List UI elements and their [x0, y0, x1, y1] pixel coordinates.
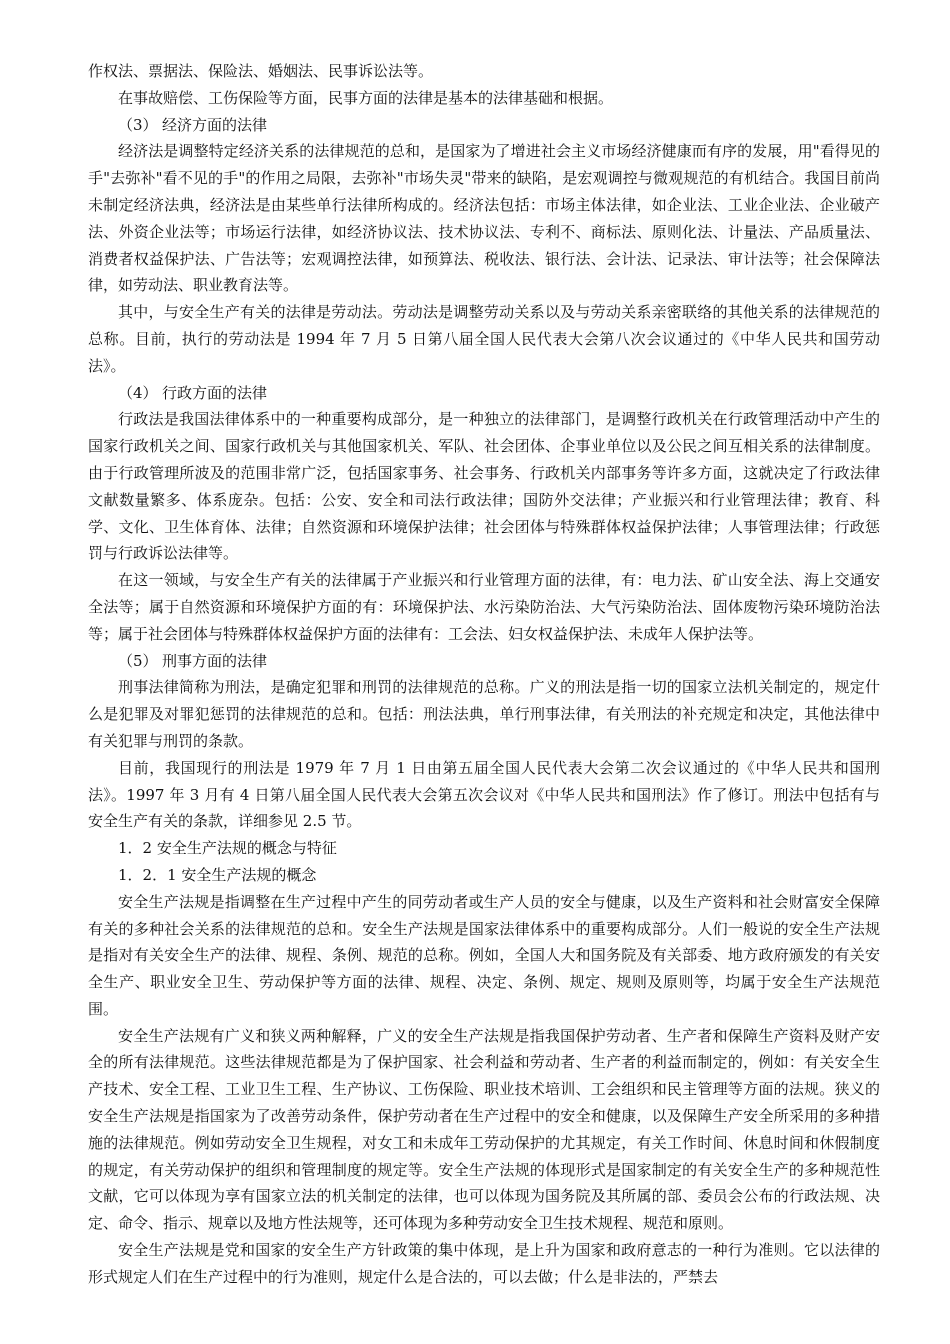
subheading-economic-law — [88, 112, 880, 139]
document-page — [88, 58, 880, 1291]
paragraph: 安全生产法规有广义和狭义两种解释，广义的安全生产法规是指我国保护劳动者、生产者和保障生产资料及财产安全的所有法律规范。这些法律规范都是为了保护国家、社会利益和劳动者、生产者的利益而制定的，例如：有关安全生产技术、安全工程、工业卫生工程、生产协议、工伤保险、职业技术培训、工会组织和民主管理等方面的法规。狭义的安全生产法规是指国家为了改善劳动条件，保护劳动者在生产过程中的安全和健康，以及保障生产安全所采用的多种措施的法律规范。例如劳动安全卫生规程，对女工和未成年工劳动保护的尤其规定，有关工作时间、休息时间和休假制度的规定，有关劳动保护的组织和管理制度的规定等。安全生产法规的体现形式是国家制定的有关安全生产的多种规范性文献，它可以体现为享有国家立法的机关制定的法律，也可以体现为国务院及其所属的部、委员会公布的行政法规、决定、命令、指示、规章以及地方性法规等，还可体现为多种劳动安全卫生技术规程、规范和原则。 — [88, 1026, 880, 1233]
subheading-number: （5） — [118, 651, 158, 670]
subheading-number: （3） — [118, 115, 158, 134]
subheading-text: 行政方面的法律 — [162, 383, 268, 402]
paragraph: 经济法是调整特定经济关系的法律规范的总和，是国家为了增进社会主义市场经济健康而有序的发展，用"看得见的手"去弥补"看不见的手"的作用之局限，去弥补"市场失灵"带来的缺陷，是宏观调控与微观规范的有机结合。我国目前尚未制定经济法典，经济法是由某些单行法律所构成的。经济法包括：市场主体法律，如企业法、工业企业法、企业破产法、外资企业法等；市场运行法律，如经济协议法、技术协议法、专利不、商标法、原则化法、计量法、产品质量法、消费者权益保护法、广告法等；宏观调控法律，如预算法、税收法、银行法、会计法、记录法、审计法等；社会保障法律，如劳动法、职业教育法等。 — [88, 142, 880, 295]
section-heading-1-2-1: 1．2．1 安全生产法规的概念 — [118, 865, 317, 884]
paragraph: 其中，与安全生产有关的法律是劳动法。劳动法是调整劳动关系以及与劳动关系亲密联络的其他关系的法律规范的总称。目前，执行的劳动法是 1994 年 7 月 5 日第八届全国人民代表大会第八次会议通过的《中华人民共和国劳动法》。 — [88, 303, 880, 375]
paragraph: 刑事法律简称为刑法，是确定犯罪和刑罚的法律规范的总称。广义的刑法是指一切的国家立法机关制定的，规定什么是犯罪及对罪犯惩罚的法律规范的总和。包括：刑法法典，单行刑事法律，有关刑法的补充规定和决定，其他法律中有关犯罪与刑罚的条款。 — [88, 678, 880, 750]
subheading-administrative-law — [88, 380, 880, 407]
paragraph: 安全生产法规是指调整在生产过程中产生的同劳动者或生产人员的安全与健康，以及生产资料和社会财富安全保障有关的多种社会关系的法律规范的总和。安全生产法规是国家法律体系中的重要构成部分。人们一般说的安全生产法规是指对有关安全生产的法律、规程、条例、规范的总称。例如，全国人大和国务院及有关部委、地方政府颁发的有关安全生产、职业安全卫生、劳动保护等方面的法律、规程、决定、条例、规定、规则及原则等，均属于安全生产法规范围。 — [88, 892, 880, 1018]
paragraph: 行政法是我国法律体系中的一种重要构成部分，是一种独立的法律部门，是调整行政机关在行政管理活动中产生的国家行政机关之间、国家行政机关与其他国家机关、军队、社会团体、企事业单位以及公民之间互相关系的法律制度。由于行政管理所波及的范围非常广泛，包括国家事务、社会事务、行政机关内部事务等许多方面，这就决定了行政法律文献数量繁多、体系庞杂。包括：公安、安全和司法行政法律；国防外交法律；产业振兴和行业管理法律；教育、科学、文化、卫生体育体、法律；自然资源和环境保护法律；社会团体与特殊群体权益保护法律；人事管理法律；行政惩罚与行政诉讼法律等。 — [88, 410, 880, 563]
subheading-number: （4） — [118, 383, 158, 402]
paragraph: 在事故赔偿、工伤保险等方面，民事方面的法律是基本的法律基础和根据。 — [118, 88, 614, 107]
paragraph-continuation: 作权法、票据法、保险法、婚姻法、民事诉讼法等。 — [88, 62, 434, 80]
subheading-text: 刑事方面的法律 — [162, 651, 268, 670]
paragraph: 在这一领域，与安全生产有关的法律属于产业振兴和行业管理方面的法律，有：电力法、矿山安全法、海上交通安全法等；属于自然资源和环境保护方面的有：环境保护法、水污染防治法、大气污染防治法、固体废物污染环境防治法等；属于社会团体与特殊群体权益保护方面的法律有：工会法、妇女权益保护法、未成年人保护法等。 — [88, 571, 880, 643]
subheading-text: 经济方面的法律 — [162, 115, 268, 134]
subheading-criminal-law — [88, 648, 880, 675]
section-heading-1-2: 1．2 安全生产法规的概念与特征 — [118, 839, 337, 858]
paragraph: 目前，我国现行的刑法是 1979 年 7 月 1 日由第五届全国人民代表大会第二次会议通过的《中华人民共和国刑法》。1997 年 3 月有 4 日第八届全国人民代表大会第五次会议对《中华人民共和国刑法》作了修订。刑法中包括有与安全生产有关的条款，详细参见 2.5 节。 — [88, 758, 880, 831]
paragraph: 安全生产法规是党和国家的安全生产方针政策的集中体现，是上升为国家和政府意志的一种行为准则。它以法律的形式规定人们在生产过程中的行为准则，规定什么是合法的，可以去做；什么是非法的，严禁去 — [88, 1241, 880, 1286]
